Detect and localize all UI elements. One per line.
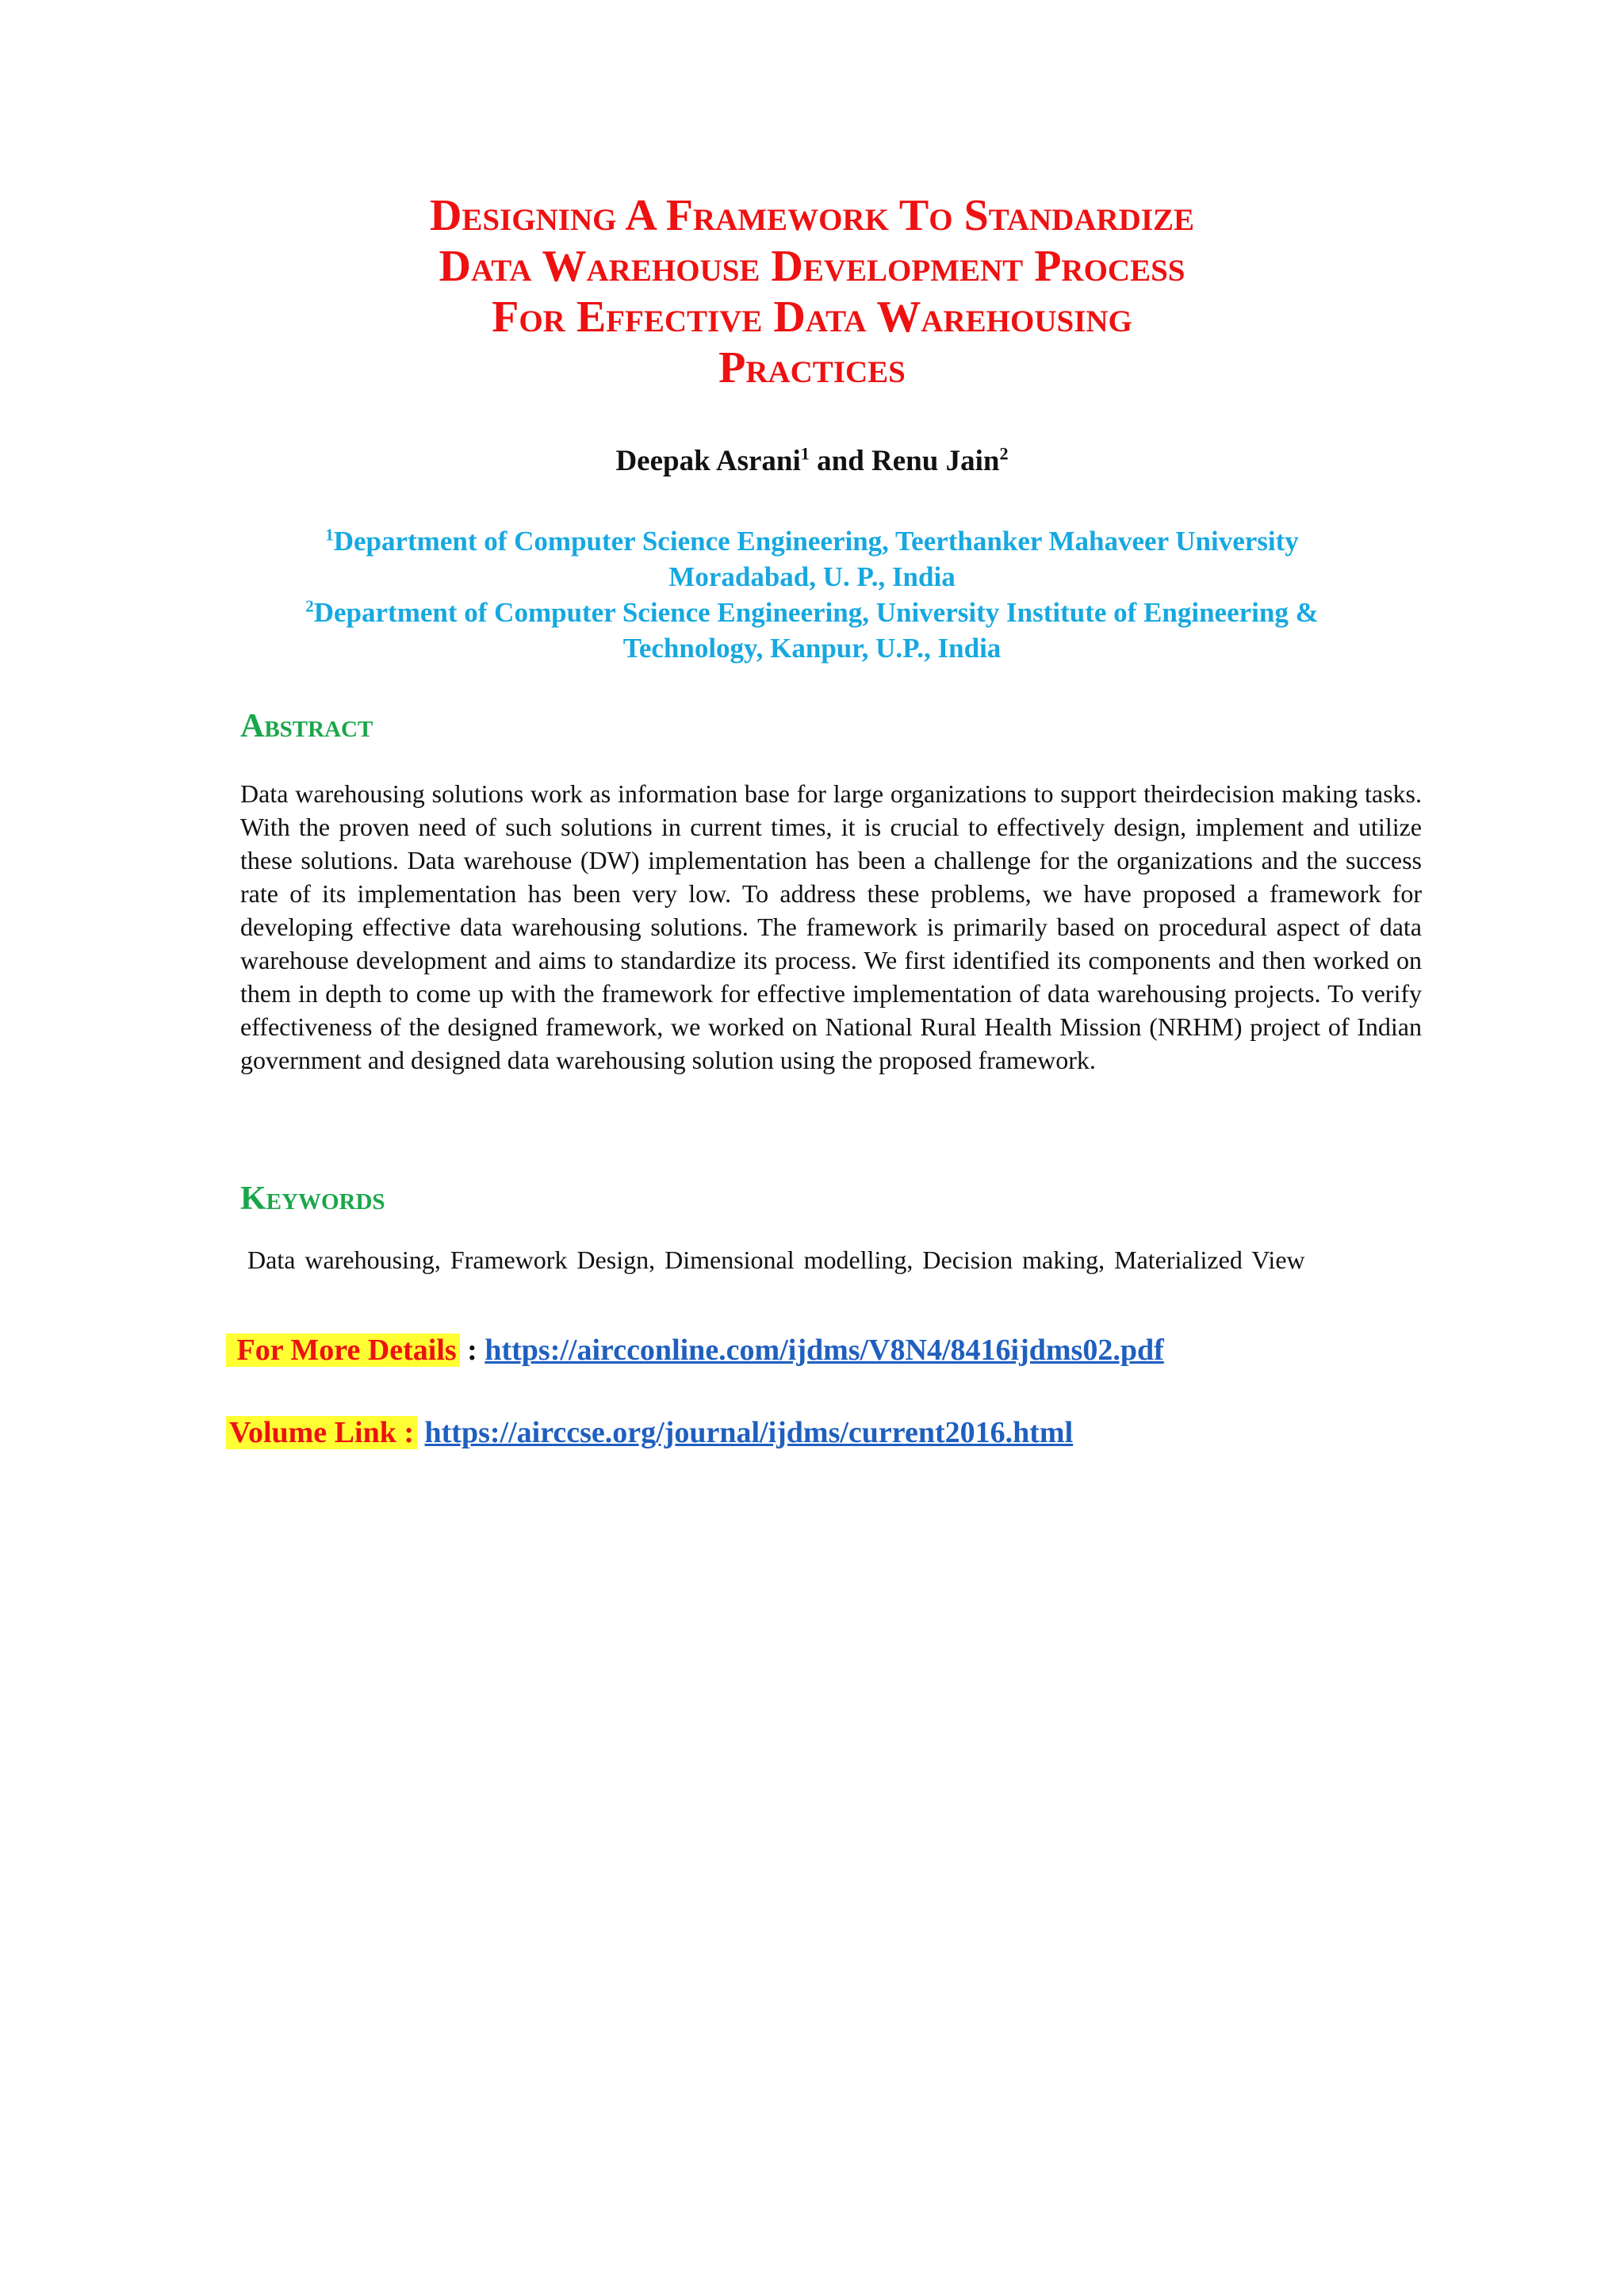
more-details-line: [226, 1332, 1164, 1368]
author-superscript: 1: [800, 443, 810, 464]
affiliation-block: [238, 523, 1386, 666]
title-line: Designing A Framework To Standardize: [429, 191, 1195, 240]
affiliation-line: [238, 595, 1386, 630]
more-details-separator: :: [459, 1334, 485, 1367]
volume-link-label: Volume Link :: [226, 1416, 417, 1449]
title-line: Data Warehouse Development Process: [439, 242, 1185, 291]
author-superscript: 2: [999, 443, 1009, 464]
volume-link-separator: [417, 1416, 425, 1449]
volume-link[interactable]: https://airccse.org/journal/ijdms/current2016.html: [424, 1416, 1074, 1449]
keywords-heading: Keywords: [240, 1181, 385, 1217]
title-line: For Effective Data Warehousing: [492, 293, 1132, 342]
affiliation-text: Department of Computer Science Engineering, Teerthanker Mahaveer University: [333, 526, 1299, 557]
affiliation-line: Technology, Kanpur, U.P., India: [622, 633, 1002, 664]
affiliation-superscript: 2: [305, 596, 314, 616]
abstract-heading: Abstract: [240, 708, 373, 744]
affiliation-line: Moradabad, U. P., India: [668, 561, 956, 592]
title-line: Practices: [718, 343, 906, 392]
volume-link-line: [226, 1414, 1073, 1451]
affiliation-superscript: 1: [325, 525, 334, 545]
author-connector: and: [809, 445, 872, 477]
abstract-text: Data warehousing solutions work as information base for large organizations to support theirdecision making tasks. With the proven need of such solutions in current times, it is crucial to effectively design, implement and utilize these solutions. Data warehouse (DW) implementation has been a challenge for the organizations and the success rate of its implementation has been very low. To address these problems, we have proposed a framework for developing effective data warehousing solutions. The framework is primarily based on procedural aspect of data warehouse development and aims to standardize its process. We first identified its components and then worked on them in depth to come up with the framework for effective implementation of data warehousing projects. To verify effectiveness of the designed framework, we worked on National Rural Health Mission (NRHM) project of Indian government and designed data warehousing solution using the proposed framework.: [240, 779, 1422, 1074]
keywords-text: Data warehousing, Framework Design, Dimensional modelling, Decision making, Materialized View: [247, 1246, 1305, 1274]
more-details-link[interactable]: https://aircconline.com/ijdms/V8N4/8416ijdms02.pdf: [485, 1334, 1164, 1367]
affiliation-line: [238, 523, 1386, 559]
affiliation-text: Department of Computer Science Engineering, University Institute of Engineering &: [313, 597, 1319, 628]
more-details-label: For More Details: [226, 1334, 460, 1367]
paper-title: [238, 190, 1386, 393]
author-list: [238, 444, 1386, 479]
author-name: Renu Jain: [871, 445, 1000, 477]
author-name: Deepak Asrani: [615, 445, 801, 477]
